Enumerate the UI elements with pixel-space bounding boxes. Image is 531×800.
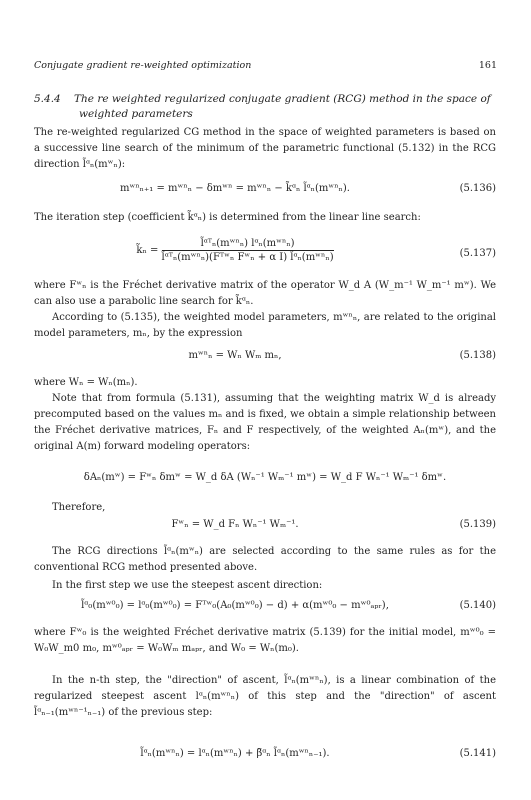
running-header: [34, 60, 497, 74]
equation-number: (5.141): [459, 748, 496, 759]
fraction: [162, 238, 334, 263]
running-title: Conjugate gradient re-weighted optimization: [34, 60, 252, 71]
paragraph-intro: The re-weighted regularized CG method in the space of weighted parameters is based on a successive line search of the minimum of the parametric functional (5.132) in the RCG direction l̃ᵅₙ(mʷₙ):: [34, 127, 496, 170]
equation-5-140: [34, 600, 496, 618]
equation-number: (5.140): [459, 600, 496, 611]
paragraph-rcg-directions: The RCG directions l̃ᵅₙ(mʷₙ) are selected according to the same rules as for the conventional RCG method presented above.: [34, 546, 496, 573]
equation-body: Fʷₙ = W_d Fₙ Wₙ⁻¹ Wₘ⁻¹.: [171, 519, 299, 530]
section-heading: [34, 92, 496, 122]
equation-number: (5.136): [459, 183, 496, 194]
equation-5-141: [34, 748, 496, 766]
fraction-denominator: l̃ᵅᵀₙ(mʷⁿₙ)(Fᵀʷₙ Fʷₙ + α I) l̃ᵅₙ(mʷⁿₙ): [161, 252, 334, 263]
section-number: 5.4.4: [34, 93, 61, 105]
paragraph-nth-step: In the n-th step, the "direction" of ascent, l̃ᵅₙ(mʷⁿₙ), is a linear combination of the regularized steepest ascent lᵅₙ(mʷⁿₙ) of this step and the "direction" of ascent l̃ᵅₙ₋₁(mʷⁿ⁻¹ₙ₋₁) of the previous step:: [34, 675, 496, 718]
paragraph-frechet: where Fʷₙ is the Fréchet derivative matrix of the operator W_d A (W_m⁻¹ W_m⁻¹ mʷ). We can also use a parabolic line search for k̃ᵅₙ.: [34, 280, 496, 307]
equation-body: mʷⁿₙ₊₁ = mʷⁿₙ − δmʷⁿ = mʷⁿₙ − k̃ᵅₙ l̃ᵅₙ(mʷⁿₙ).: [120, 183, 350, 194]
paragraph-first-step: In the first step we use the steepest ascent direction:: [52, 580, 323, 591]
paragraph-therefore: Therefore,: [52, 502, 106, 513]
section-title-line1: The re weighted regularized conjugate gradient (RCG) method in the space of: [74, 93, 491, 105]
paragraph-weighted-frechet: where Fʷ₀ is the weighted Fréchet derivative matrix (5.139) for the initial model, mʷ⁰₀ = W₀W_m0 m₀, mʷ⁰ₐₚᵣ = W₀Wₘ mₐₚᵣ, and W₀ = Wₙ(m₀).: [34, 627, 496, 654]
equation-body: l̃ᵅₙ(mʷⁿₙ) = lᵅₙ(mʷⁿₙ) + β̃ᵅₙ l̃ᵅₙ(mʷⁿₙ₋₁).: [140, 748, 330, 759]
section-title-line2: weighted parameters: [79, 108, 193, 120]
equation-5-137: [34, 236, 496, 276]
paragraph-note: Note that from formula (5.131), assuming that the weighting matrix W_d is already precomputed based on the values mₙ and is fixed, we obtain a simple relationship between the Fréchet derivative matrices, Fₙ and F respectively, of the weighted Aₙ(mʷ), and the original A(m) forward modeling operators:: [34, 393, 496, 452]
paragraph-where: where Wₙ = Wₙ(mₙ).: [34, 377, 138, 388]
equation-number: (5.139): [459, 519, 496, 530]
equation-lhs: k̃ₙ =: [136, 245, 159, 256]
equation-body: l̃ᵅ₀(mʷ⁰₀) = lᵅ₀(mʷ⁰₀) = Fᵀʷ₀(A₀(mʷ⁰₀) − d) + α(mʷ⁰₀ − mʷ⁰ₐₚᵣ),: [81, 600, 389, 611]
fraction-numerator: l̃ᵅᵀₙ(mʷⁿₙ) lᵅₙ(mʷⁿₙ): [162, 238, 334, 251]
equation-5-136: [34, 183, 496, 201]
equation-5-139: [34, 519, 496, 537]
equation-5-138: [34, 350, 496, 368]
equation-delta-a: [34, 472, 496, 490]
paragraph-line-search: The iteration step (coefficient k̃ᵅₙ) is determined from the linear line search:: [34, 212, 421, 223]
equation-body: mʷⁿₙ = Wₙ Wₘ mₙ,: [188, 350, 282, 361]
equation-number: (5.138): [459, 350, 496, 361]
equation-number: (5.137): [459, 248, 496, 259]
equation-body: δAₙ(mʷ) = Fʷₙ δmʷ = W_d δA (Wₙ⁻¹ Wₘ⁻¹ mʷ) = W_d F Wₙ⁻¹ Wₘ⁻¹ δmʷ.: [83, 472, 447, 483]
paragraph-according: According to (5.135), the weighted model parameters, mʷⁿₙ, are related to the original model parameters, mₙ, by the expression: [34, 312, 496, 339]
page-number: 161: [478, 60, 497, 71]
